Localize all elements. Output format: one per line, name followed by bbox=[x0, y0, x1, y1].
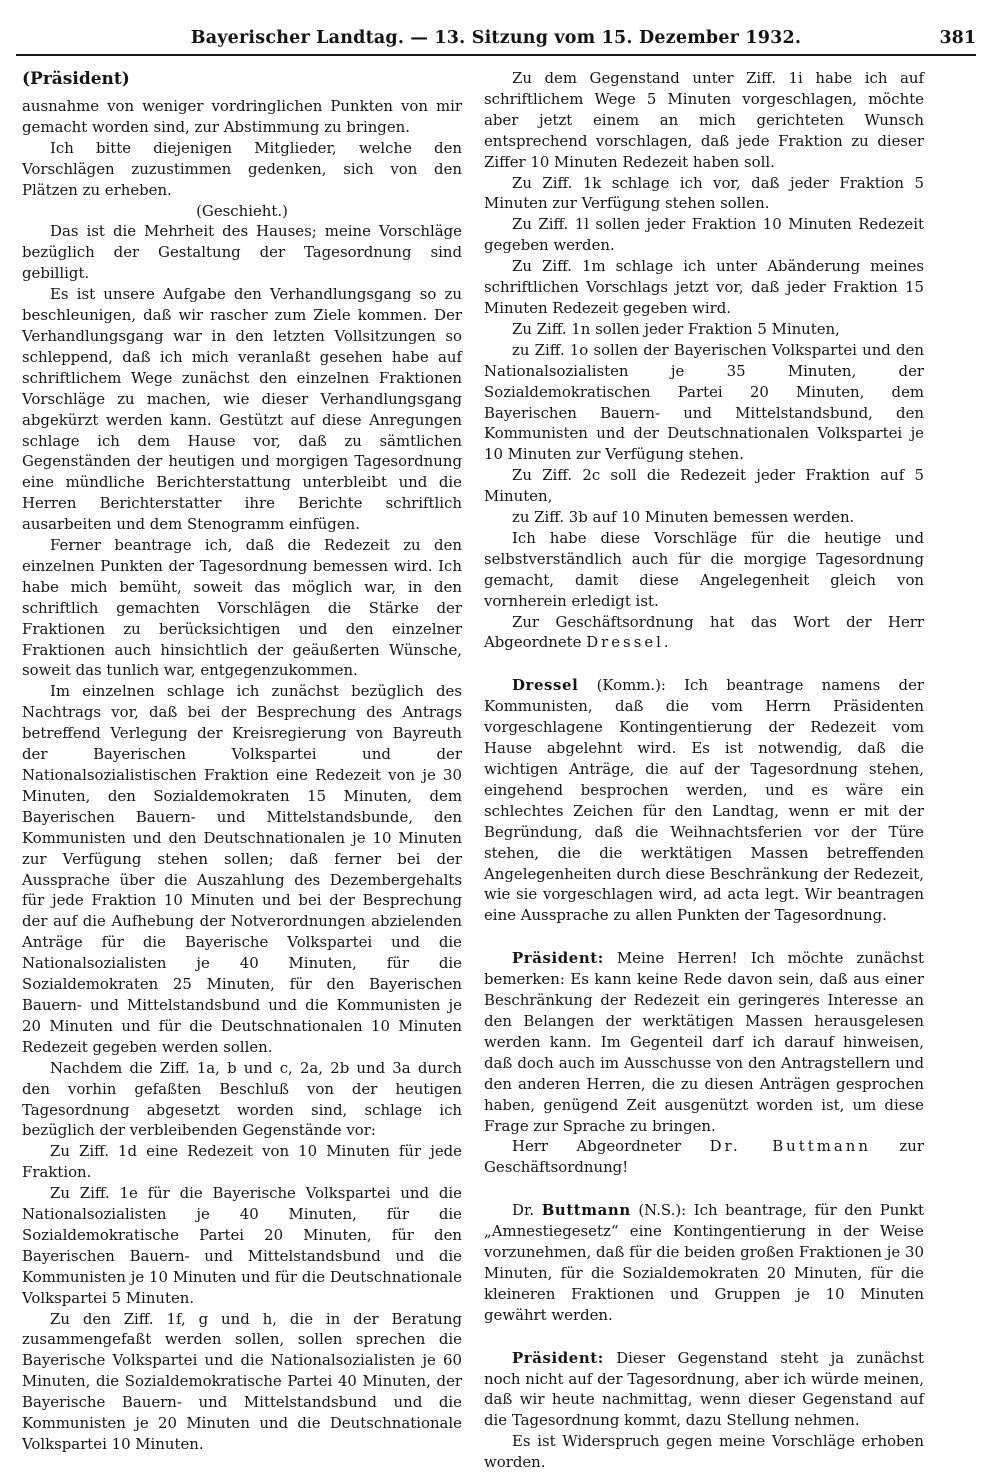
speaker-label-buttmann: Buttmann bbox=[541, 1201, 631, 1220]
speaker-name-dressel: Dressel. bbox=[586, 633, 672, 652]
speech-text: Dieser Gegenstand steht ja zunächst noch nicht auf der Tagesordnung, aber ich würde meinen, daß wir heute nachmittag, wenn dieser Gegenstand auf die Tagesordnung kommt, dazu Stellung nehmen. bbox=[484, 1348, 924, 1430]
paragraph: Zu Ziff. 2c soll die Redezeit jeder Fraktion auf 5 Minuten, bbox=[484, 466, 924, 506]
speaker-label-dressel: Dressel bbox=[512, 676, 579, 695]
paragraph: Das ist die Mehrheit des Hauses; meine Vorschläge bezüglich der Gestaltung der Tagesordnung sind gebilligt. bbox=[22, 222, 462, 283]
floor-call-suffix: zur Geschäftsordnung! bbox=[484, 1137, 924, 1177]
paragraph: Im einzelnen schlage ich zunächst bezüglich des Nachtrags vor, daß bei der Besprechung des Antrags betreffend Verlegung der Kreisregierung von Bayreuth der Bayerischen Volkspartei und der Nationalsozialistischen Fraktion eine Redezeit von je 30 Minuten, den Sozialdemokraten 15 Minuten, dem Bayerischen Bauern- und Mittelstandsbunde, den Kommunisten und den Deutschnationalen je 10 Minuten zur Verfügung stehen sollen; daß ferner bei der Aussprache über die Auszahlung des Dezembergehalts für jede Fraktion 10 Minuten und bei der Besprechung der auf die Aufhebung der Notverordnungen abzielenden Anträge für die Bayerische Volkspartei und die Nationalsozialisten je 40 Minuten, für die Sozialdemokraten 25 Minuten, für den Bayerischen Bauern- und Mittelstandsbund und die Kommunisten je 20 Minuten und für die Deutschnationalen 10 Minuten Redezeit gegeben werden sollen. bbox=[22, 682, 462, 1056]
speech-text: (Komm.): Ich beantrage namens der Kommunisten, daß die vom Herrn Präsidenten vorgeschlagene Kontingentierung der Redezeit vom Hause abgelehnt wird. Es ist notwendig, daß die wichtigen Anträge, die auf der Tagesordnung stehen, eingehend besprochen werden, und es wäre ein schlechtes Zeichen für den Landtag, wenn er mit der Begründung, daß die Weihnachtsferien vor der Türe stehen, die die werktätigen Massen betreffenden Angelegenheiten durch diese Beschränkung der Redezeit, wie sie vorgeschlagen wird, ad acta legt. Wir beantragen eine Aussprache zu allen Punkten der Tagesordnung. bbox=[484, 676, 924, 925]
floor-call-text: Zur Geschäftsordnung hat das Wort der Herr Abgeordnete bbox=[484, 612, 924, 652]
speech-president bbox=[484, 948, 924, 1136]
paragraph: Zu Ziff. 1d eine Redezeit von 10 Minuten für jede Fraktion. bbox=[22, 1142, 462, 1182]
paragraph: Zu Ziff. 1m schlage ich unter Abänderung meines schriftlichen Vorschlags jetzt vor, daß jeder Fraktion 15 Minuten Redezeit gegeben wird. bbox=[484, 257, 924, 317]
paragraph: Es ist unsere Aufgabe den Verhandlungsgang so zu beschleunigen, daß wir rascher zum Ziele kommen. Der Verhandlungsgang war in den letzten Vollsitzungen so schleppend, daß ich mich veranlaßt gesehen habe auf schriftlichem Wege zunächst den einzelnen Fraktionen Vorschläge zu machen, wie dieser Verhandlungsgang abgekürzt werden kann. Gestützt auf diese Anregungen schlage ich dem Hause vor, daß zu sämtlichen Gegenständen der heutigen und morgigen Tagesordnung eine mündliche Berichterstattung unterbleibt und die Herren Berichterstatter ihre Berichte schriftlich ausarbeiten und dem Stenogramm einfügen. bbox=[22, 285, 462, 534]
floor-call-prefix: Herr Abgeordneter bbox=[512, 1137, 682, 1156]
paragraph: ausnahme von weniger vordringlichen Punkten von mir gemacht worden sind, zur Abstimmung zu bringen. bbox=[22, 97, 462, 136]
stage-direction: (Geschieht.) bbox=[196, 201, 288, 220]
left-column bbox=[22, 68, 462, 1455]
right-column bbox=[484, 68, 924, 1473]
paragraph: Ferner beantrage ich, daß die Redezeit zu den einzelnen Punkten der Tagesordnung bemessen wird. Ich habe mich bemüht, soweit das möglich war, in den schriftlich gemachten Vorschlägen die Stärke der Fraktionen zu berücksichtigen und den einzelner Fraktionen auch hinsichtlich der geäußerten Wünsche, soweit das tunlich war, entgegenzukommen. bbox=[22, 536, 462, 680]
paragraph: Es ist Widerspruch gegen meine Vorschläge erhoben worden. bbox=[484, 1432, 924, 1472]
speaker-name-buttmann: Dr. Buttmann bbox=[709, 1137, 871, 1156]
paragraph: Zu Ziff. 1e für die Bayerische Volkspartei und die Nationalsozialisten je 40 Minuten, für die Sozialdemokratische Partei 20 Minuten, für den Bayerischen Bauern- und Mittelstandsbund und die Kommunisten je 10 Minuten und für die Deutschnationale Volkspartei 5 Minuten. bbox=[22, 1184, 462, 1307]
paragraph: Nachdem die Ziff. 1a, b und c, 2a, 2b und 3a durch den vorhin gefaßten Beschluß von der heutigen Tagesordnung abgesetzt worden sind, schlage ich bezüglich der verbleibenden Gegenstände vor: bbox=[22, 1058, 462, 1140]
paragraph: Ich habe diese Vorschläge für die heutige und selbstverständlich auch für die morgige Tagesordnung gemacht, damit diese Angelegenheit gleich von vornherein erledigt ist. bbox=[484, 528, 924, 610]
speech-buttmann bbox=[484, 1200, 924, 1325]
paragraph: Zu Ziff. 1l sollen jeder Fraktion 10 Minuten Redezeit gegeben werden. bbox=[484, 215, 924, 255]
speech-dressel bbox=[484, 675, 924, 926]
speech-text: (N.S.): Ich beantrage, für den Punkt „Amnestiegesetz“ eine Kontingentierung in der Weise vorzunehmen, daß für die beiden großen Fraktionen je 30 Minuten, für die Sozialdemokraten 20 Minuten, für die kleineren Fraktionen und Gruppen je 10 Minuten gewährt werden. bbox=[484, 1201, 924, 1324]
paragraph: Zu Ziff. 1k schlage ich vor, daß jeder Fraktion 5 Minuten zur Verfügung stehen sollen. bbox=[484, 173, 924, 213]
paragraph: Zu Ziff. 1n sollen jeder Fraktion 5 Minuten, bbox=[512, 319, 840, 338]
paragraph: Ich bitte diejenigen Mitglieder, welche den Vorschlägen zuzustimmen gedenken, sich von den Plätzen zu erheben. bbox=[22, 138, 462, 199]
speaker-title: Dr. bbox=[512, 1201, 535, 1220]
page-number: 381 bbox=[939, 28, 976, 48]
floor-call bbox=[484, 1136, 924, 1178]
paragraph bbox=[484, 612, 924, 654]
speech-president bbox=[484, 1348, 924, 1432]
running-title: Bayerischer Landtag. — 13. Sitzung vom 15. Dezember 1932. bbox=[190, 28, 802, 48]
speaker-continuation-heading: (Präsident) bbox=[22, 69, 130, 89]
page-header bbox=[16, 28, 976, 56]
speech-text: Meine Herren! Ich möchte zunächst bemerken: Es kann keine Rede davon sein, daß aus einer Beschränkung der Redezeit ein geringeres Interesse an den Belangen der werktätigen Massen herausgelesen werden kann. Im Gegenteil darf ich darauf hinweisen, daß doch auch im Ausschusse von den Antragstellern und den anderen Herren, die zu diesen Anträgen gesprochen haben, genügend Zeit ausgenützt worden ist, um diese Frage zur Sprache zu bringen. bbox=[484, 949, 924, 1135]
paragraph: Zu dem Gegenstand unter Ziff. 1i habe ich auf schriftlichem Wege 5 Minuten vorgeschlagen, möchte aber jetzt einem an mich gerichteten Wunsch entsprechend vorschlagen, daß jede Fraktion zu dieser Ziffer 10 Minuten Redezeit haben soll. bbox=[484, 69, 924, 171]
speaker-label-president: Präsident: bbox=[512, 949, 604, 968]
paragraph: zu Ziff. 1o sollen der Bayerischen Volkspartei und den Nationalsozialisten je 35 Minuten, der Sozialdemokratischen Partei 20 Minuten, dem Bayerischen Bauern- und Mittelstandsbund, den Kommunisten und der Deutschnationalen Volkspartei je 10 Minuten zur Verfügung stehen. bbox=[484, 340, 924, 464]
paragraph: zu Ziff. 3b auf 10 Minuten bemessen werden. bbox=[512, 508, 855, 527]
paragraph: Zu den Ziff. 1f, g und h, die in der Beratung zusammengefaßt werden sollen, sollen sprechen die Bayerische Volkspartei und die Nationalsozialisten je 60 Minuten, die Sozialdemokratische Partei 40 Minuten, der Bayerische Bauern- und Mittelstandsbund und die Kommunisten je 20 Minuten und die Deutschnationale Volkspartei 10 Minuten. bbox=[22, 1309, 462, 1453]
speaker-label-president: Präsident: bbox=[512, 1348, 604, 1367]
